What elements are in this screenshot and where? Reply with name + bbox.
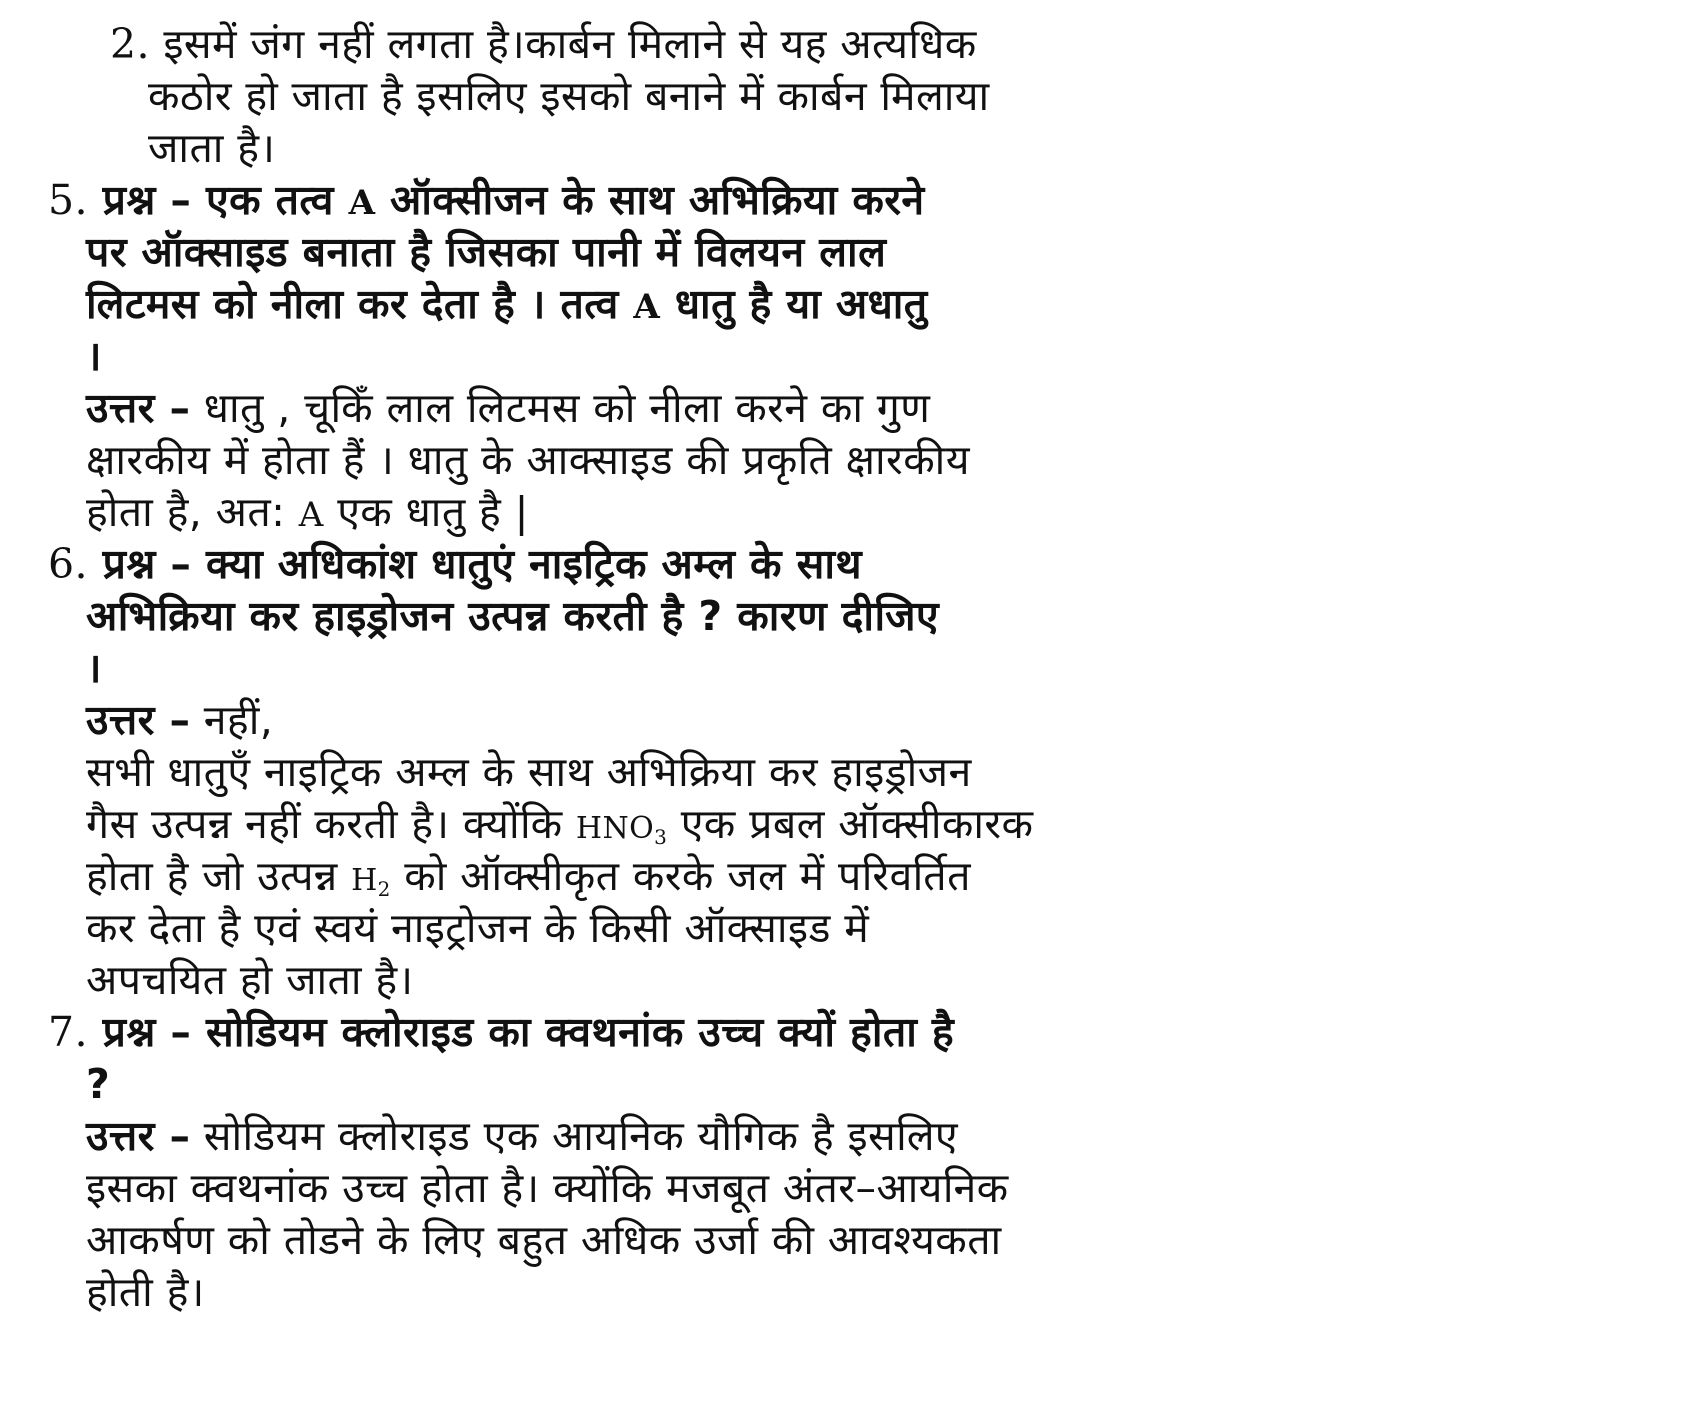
formula-subscript: 3 — [654, 825, 668, 849]
answer-7-line-4: होती है। — [86, 1268, 205, 1316]
question-text: लिटमस को नीला कर देता है । तत्व — [86, 280, 619, 328]
answer-text: होता है जो उत्पन्न — [86, 852, 338, 900]
question-number: 7. — [48, 1008, 88, 1056]
question-6-line-1 — [48, 538, 862, 590]
question-text: एक तत्व — [206, 176, 334, 224]
variable-a: A — [298, 495, 324, 535]
answer-6-line-1 — [86, 694, 273, 746]
answer-label: उत्तर – — [86, 1112, 191, 1160]
formula-base: HNO — [575, 811, 655, 846]
question-text: क्या अधिकांश धातुएं नाइट्रिक अम्ल के साथ — [206, 540, 862, 588]
answer-6-line-2: सभी धातुएँ नाइट्रिक अम्ल के साथ अभिक्रिया कर हाइड्रोजन — [86, 748, 972, 796]
item-2-line-2: कठोर हो जाता है इसलिए इसको बनाने में कार्बन मिलाया — [148, 72, 990, 120]
answer-5-line-3 — [86, 486, 529, 541]
answer-5-line-1 — [86, 382, 930, 434]
question-label: प्रश्न – — [102, 540, 192, 588]
answer-text: एक धातु है | — [337, 488, 529, 536]
question-6-line-3: । — [86, 644, 102, 692]
answer-text: धातु , चूकिँ लाल लिटमस को नीला करने का गुण — [203, 384, 931, 432]
answer-label: उत्तर – — [86, 384, 191, 432]
item-number: 2. — [110, 20, 150, 68]
answer-7-line-3: आकर्षण को तोडने के लिए बहुत अधिक उर्जा की आवश्यकता — [86, 1216, 1002, 1264]
answer-text: होता है, अत: — [86, 488, 286, 536]
variable-a: A — [348, 183, 376, 223]
formula-hno3 — [575, 811, 668, 849]
question-7-line-1 — [48, 1006, 954, 1058]
question-number: 6. — [48, 540, 88, 588]
answer-6-line-5: कर देता है एवं स्वयं नाइट्रोजन के किसी ऑक्साइड में — [86, 904, 870, 952]
answer-7-line-1 — [86, 1110, 958, 1162]
answer-text: सोडियम क्लोराइड एक आयनिक यौगिक है इसलिए — [203, 1112, 958, 1160]
answer-7-line-2: इसका क्वथनांक उच्च होता है। क्योंकि मजबूत अंतर–आयनिक — [86, 1164, 1009, 1212]
answer-label: उत्तर – — [86, 696, 191, 744]
question-5-line-3 — [86, 278, 928, 333]
answer-text: नहीं, — [203, 696, 274, 744]
item-text: इसमें जंग नहीं लगता है।कार्बन मिलाने से यह अत्यधिक — [163, 20, 977, 68]
question-label: प्रश्न – — [102, 176, 192, 224]
question-number: 5. — [48, 176, 88, 224]
question-6-line-2: अभिक्रिया कर हाइड्रोजन उत्पन्न करती है ? कारण दीजिए — [86, 592, 939, 640]
formula-h2 — [351, 863, 391, 901]
formula-base: H — [351, 863, 378, 898]
question-5-line-1 — [48, 174, 925, 229]
answer-6-line-6: अपचयित हो जाता है। — [86, 956, 414, 1004]
answer-5-line-2: क्षारकीय में होता हैं । धातु के आक्साइड की प्रकृति क्षारकीय — [86, 436, 970, 484]
question-text: ऑक्सीजन के साथ अभिक्रिया करने — [390, 176, 925, 224]
question-text: सोडियम क्लोराइड का क्वथनांक उच्च क्यों होता है — [206, 1008, 955, 1056]
item-2-line-3: जाता है। — [148, 124, 276, 172]
question-7-line-2: ? — [86, 1060, 111, 1108]
item-2-line-1 — [110, 18, 977, 70]
answer-text: गैस उत्पन्न नहीं करती है। क्योंकि — [86, 800, 563, 848]
answer-text: को ऑक्सीकृत करके जल में परिवर्तित — [404, 852, 971, 900]
question-5-line-4: । — [86, 332, 102, 380]
variable-a: A — [633, 287, 661, 327]
formula-subscript: 2 — [377, 877, 391, 901]
answer-text: एक प्रबल ऑक्सीकारक — [680, 800, 1034, 848]
question-text: धातु है या अधातु — [674, 280, 928, 328]
question-label: प्रश्न – — [102, 1008, 192, 1056]
question-5-line-2: पर ऑक्साइड बनाता है जिसका पानी में विलयन लाल — [86, 228, 887, 276]
